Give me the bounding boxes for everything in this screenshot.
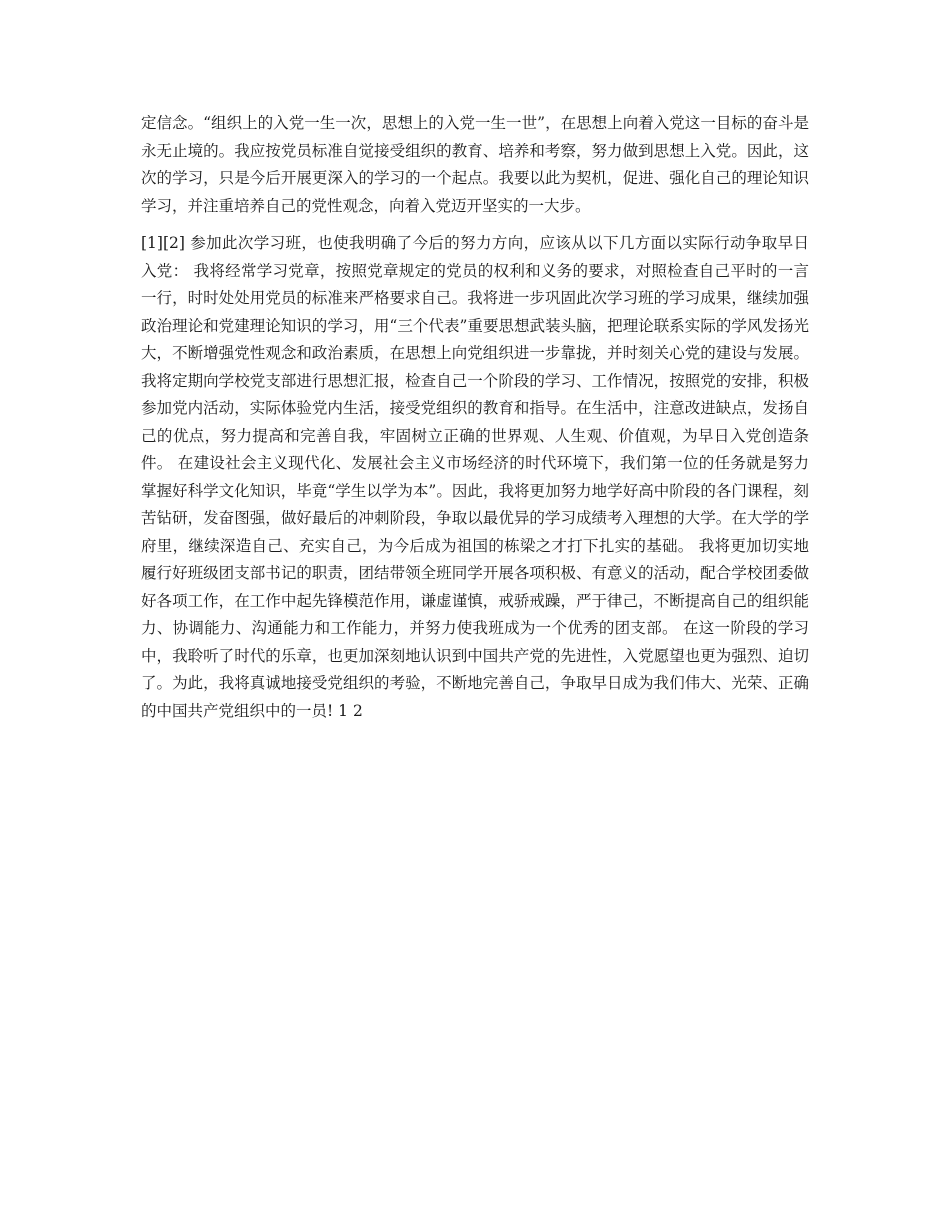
paragraph-1: 定信念。“组织上的入党一生一次，思想上的入党一生一世”，在思想上向着入党这一目标的奋斗是永无止境的。我应按党员标准自觉接受组织的教育、培养和考察，努力做到思想上入党。因此，这次的学习，只是今后开展更深入的学习的一个起点。我要以此为契机，促进、强化自己的理论知识学习，并注重培养自己的党性观念，向着入党迈开坚实的一大步。 (141, 114, 809, 215)
document-body (141, 110, 809, 725)
paragraph-2: [1][2] 参加此次学习班，也使我明确了今后的努力方向，应该从以下几方面以实际行动争取早日入党： 我将经常学习党章，按照党章规定的党员的权利和义务的要求，对照检查自己平时的一言一行，时时处处用党员的标准来严格要求自己。我将进一步巩固此次学习班的学习成果，继续加强政治理论和党建理论知识的学习，用“三个代表”重要思想武装头脑，把理论联系实际的学风发扬光大，不断增强党性观念和政治素质，在思想上向党组织进一步靠拢，并时刻关心党的建设与发展。 我将定期向学校党支部进行思想汇报，检查自己一个阶段的学习、工作情况，按照党的安排，积极参加党内活动，实际体验党内生活，接受党组织的教育和指导。在生活中，注意改进缺点，发扬自己的优点，努力提高和完善自我，牢固树立正确的世界观、人生观、价值观，为早日入党创造条件。 在建设社会主义现代化、发展社会主义市场经济的时代环境下，我们第一位的任务就是努力掌握好科学文化知识，毕竟“学生以学为本”。因此，我将更加努力地学好高中阶段的各门课程，刻苦钻研，发奋图强，做好最后的冲刺阶段，争取以最优异的学习成绩考入理想的大学。在大学的学府里，继续深造自己、充实自己，为今后成为祖国的栋梁之才打下扎实的基础。 我将更加切实地履行好班级团支部书记的职责，团结带领全班同学开展各项积极、有意义的活动，配合学校团委做好各项工作，在工作中起先锋模范作用，谦虚谨慎，戒骄戒躁，严于律己，不断提高自己的组织能力、协调能力、沟通能力和工作能力，并努力使我班成为一个优秀的团支部。 在这一阶段的学习中，我聆听了时代的乐章，也更加深刻地认识到中国共产党的先进性，入党愿望也更为强烈、迫切了。为此，我将真诚地接受党组织的考验，不断地完善自己，争取早日成为我们伟大、光荣、正确的中国共产党组织中的一员! 1 2 (141, 234, 809, 720)
